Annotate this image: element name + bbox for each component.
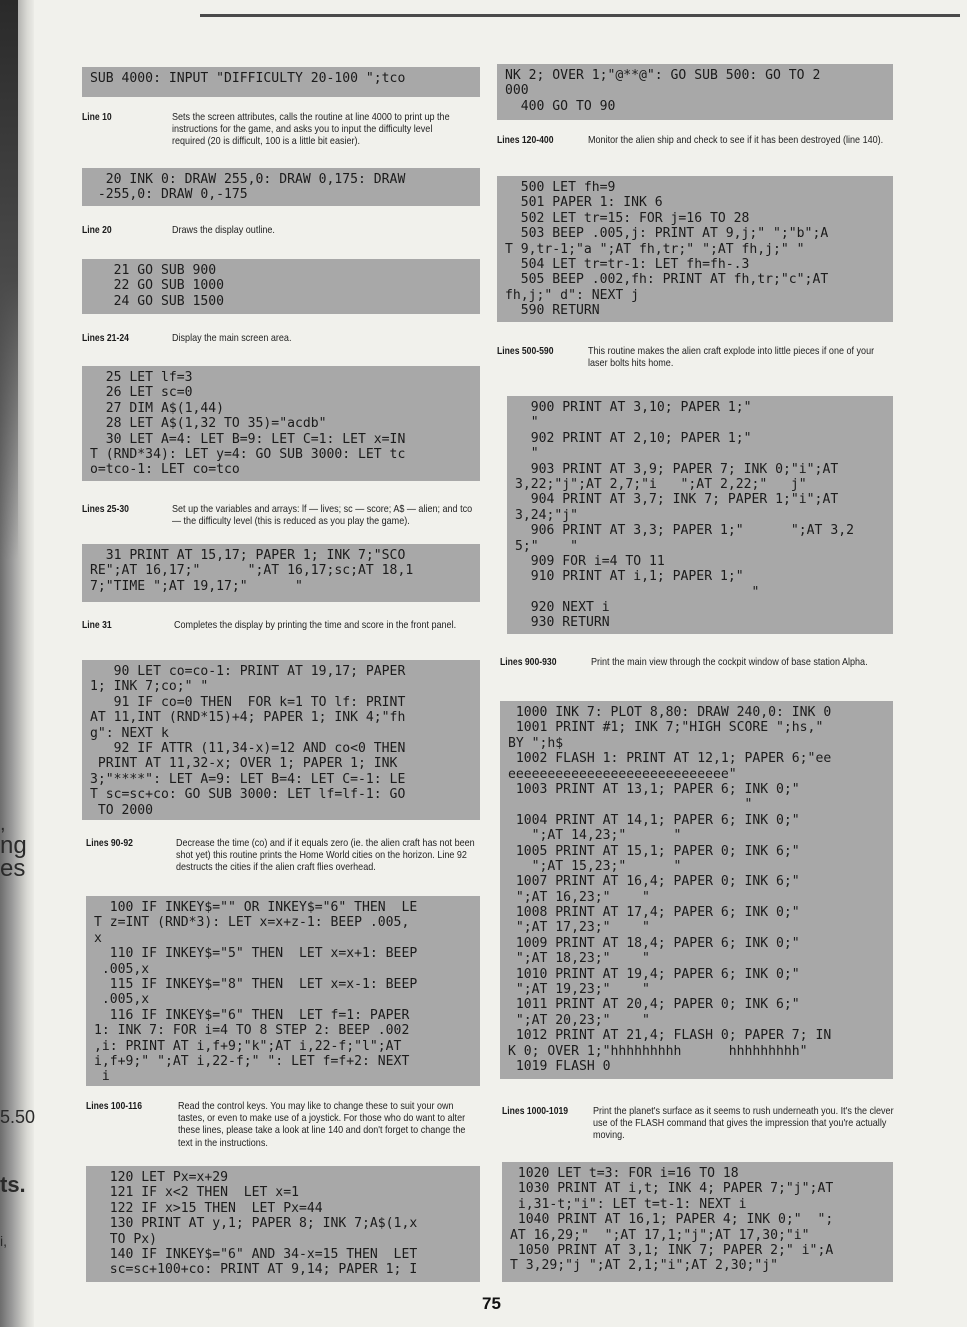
code-listing — [86, 1166, 480, 1282]
code-line: 1050 PRINT AT 3,1; INK 7; PAPER 2;" i";A — [510, 1242, 834, 1258]
code-line: 503 BEEP .005,j: PRINT AT 9,j;" ";"b";A — [505, 226, 829, 242]
code-listing — [82, 168, 480, 206]
code-listing — [500, 701, 893, 1079]
code-line: 1012 PRINT AT 21,4; FLASH 0; PAPER 7; IN — [508, 1028, 832, 1044]
edge-fragment: ts. — [0, 1172, 26, 1197]
code-line: NK 2; OVER 1;"@**@": GO SUB 500: GO TO 2 — [505, 68, 821, 83]
code-line: ";AT 18,23;" " — [508, 951, 650, 967]
code-line: 1002 FLASH 1: PRINT AT 12,1; PAPER 6;"ee — [508, 751, 832, 767]
note-label: Lines 25-30 — [82, 503, 129, 515]
code-line: 900 PRINT AT 3,10; PAPER 1;" — [515, 400, 752, 415]
code-line: 903 PRINT AT 3,9; PAPER 7; INK 0;"i";AT — [515, 461, 839, 477]
note-label: Lines 21-24 — [82, 332, 129, 344]
note-label: Lines 1000-1019 — [502, 1105, 569, 1117]
code-line: i — [94, 1069, 110, 1085]
code-line: i,f+9;" ";AT i,22-f;" ": LET f=f+2: NEXT — [94, 1053, 410, 1069]
edge-fragment: ng — [0, 832, 27, 859]
code-line: AT 11,INT (RND*15)+4; PAPER 1; INK 4;"fh — [90, 710, 406, 726]
note-text: Set up the variables and arrays: lf — lives; sc — score; A$ — alien; and tco — the difficulty level (this is reduced as you play the game). — [172, 503, 473, 528]
code-line: ";AT 14,23;" " — [508, 828, 682, 844]
code-line: 30 LET A=4: LET B=9: LET C=1: LET x=IN — [90, 431, 406, 447]
note-label: Lines 120-400 — [497, 134, 554, 146]
code-listing — [82, 259, 480, 314]
code-line: 505 BEEP .002,fh: PRINT AT fh,tr;"c";AT — [505, 272, 829, 288]
code-line: 100 IF INKEY$="" OR INKEY$="6" THEN LE — [94, 900, 418, 915]
code-line: ";AT 15,23;" " — [508, 858, 682, 874]
code-line: SUB 4000: INPUT "DIFFICULTY 20-100 ";tco — [90, 71, 406, 86]
code-line: " — [515, 584, 760, 600]
code-line: " — [515, 446, 539, 462]
code-listing — [497, 176, 893, 322]
note-text: Completes the display by printing the time and score in the front panel. — [174, 619, 457, 631]
note-label: Lines 500-590 — [497, 345, 554, 357]
code-line: x — [94, 930, 102, 946]
code-line: 920 NEXT i — [515, 600, 610, 616]
code-line: 90 LET co=co-1: PRINT AT 19,17; PAPER — [90, 664, 406, 679]
note-text: Decrease the time (co) and if it equals zero (ie. the alien craft has not been shot yet) this routine prints the Home World cities on the horizon. Line 92 destructs the cities if the alien craft flies overhead. — [176, 837, 475, 874]
code-line: 1030 PRINT AT i,t; INK 4; PAPER 7;"j";AT — [510, 1181, 834, 1197]
code-listing — [82, 660, 480, 820]
code-line: 504 LET tr=tr-1: LET fh=fh-.3 — [505, 256, 750, 272]
code-line: 120 LET Px=x+29 — [94, 1170, 229, 1185]
code-line: 1011 PRINT AT 20,4; PAPER 0; INK 6;" — [508, 997, 800, 1013]
code-line: 1; INK 7;co;" " — [90, 679, 209, 695]
code-line: T 9,tr-1;"a ";AT fh,tr;" ";AT fh,j;" " — [505, 241, 805, 257]
note-label: Lines 90-92 — [86, 837, 133, 849]
note-text: Sets the screen attributes, calls the routine at line 4000 to print up the instructions for the game, and asks you to input the difficulty level required (20 is difficult, 100 is a little bit easier). — [172, 111, 450, 148]
code-line: 27 DIM A$(1,44) — [90, 400, 225, 416]
code-line: .005,x — [94, 992, 150, 1008]
note-text: Monitor the alien ship and check to see if it has been destroyed (line 140). — [588, 134, 884, 146]
code-line: ";AT 19,23;" " — [508, 982, 650, 998]
code-line: 1007 PRINT AT 16,4; PAPER 0; INK 6;" — [508, 874, 800, 890]
code-line: " — [515, 415, 539, 431]
edge-fragment: , — [0, 813, 6, 835]
page-number: 75 — [482, 1294, 501, 1313]
code-line: o=tco-1: LET co=tco — [90, 462, 240, 478]
code-line: g": NEXT k — [90, 725, 169, 741]
code-listing — [497, 64, 893, 120]
code-line: 22 GO SUB 1000 — [90, 278, 225, 294]
code-line: ,i: PRINT AT i,f+9;"k";AT i,22-f;"l";AT — [94, 1038, 402, 1054]
code-line: sc=sc+100+co: PRINT AT 9,14; PAPER 1; I — [94, 1262, 418, 1278]
code-line: ";AT 16,23;" " — [508, 889, 650, 905]
code-line: K 0; OVER 1;"hhhhhhhhh hhhhhhhhh" — [508, 1043, 808, 1059]
top-rule — [200, 14, 960, 17]
code-line: 31 PRINT AT 15,17; PAPER 1; INK 7;"SCO — [90, 548, 406, 563]
code-line: 3;"****": LET A=9: LET B=4: LET C=-1: LE — [90, 771, 406, 787]
note-text: Print the planet's surface as it seems to rush underneath you. It's the clever use of the FLASH command that gives the impression that you're actually moving. — [593, 1105, 894, 1142]
code-line: 7;"TIME ";AT 19,17;" " — [90, 578, 303, 594]
edge-fragment: i, — [0, 1233, 7, 1249]
code-line: 1020 LET t=3: FOR i=16 TO 18 — [510, 1166, 739, 1181]
code-line: 28 LET A$(1,32 TO 35)="acdb" — [90, 416, 327, 432]
code-line: 1000 INK 7: PLOT 8,80: DRAW 240,0: INK 0 — [508, 705, 832, 720]
code-line: T 3,29;"j ";AT 2,1;"i";AT 2,30;"j" — [510, 1258, 779, 1274]
note-text: Display the main screen area. — [172, 332, 292, 344]
code-line: 140 IF INKEY$="6" AND 34-x=15 THEN LET — [94, 1246, 418, 1262]
code-line: 1003 PRINT AT 13,1; PAPER 6; INK 0;" — [508, 781, 800, 797]
code-line: i,31-t;"i": LET t=t-1: NEXT i — [510, 1196, 747, 1212]
code-line: 910 PRINT AT i,1; PAPER 1;" — [515, 569, 744, 585]
code-line: BY ";h$ — [508, 735, 564, 751]
code-listing — [82, 67, 480, 97]
code-line: fh,j;" d": NEXT j — [505, 287, 640, 303]
code-line: 902 PRINT AT 2,10; PAPER 1;" — [515, 430, 752, 446]
code-line: 5;" " — [515, 538, 579, 554]
note-text: Read the control keys. You may like to change these to suit your own tastes, or even to make use of a joystick. For those who do want to alter these lines, please take a look at line 140 and don't forget to change the text in the instructions. — [178, 1100, 466, 1149]
code-line: " — [508, 797, 753, 813]
code-line: PRINT AT 11,32-x; OVER 1; PAPER 1; INK — [90, 756, 398, 772]
code-listing — [507, 396, 893, 634]
code-line: 1001 PRINT #1; INK 7;"HIGH SCORE ";hs," — [508, 720, 824, 736]
code-line: RE";AT 16,17;" ";AT 16,17;sc;AT 18,1 — [90, 563, 414, 579]
code-line: 590 RETURN — [505, 303, 600, 319]
code-line: 25 LET lf=3 — [90, 370, 193, 385]
code-line: TO 2000 — [90, 802, 154, 818]
code-line: eeeeeeeeeeeeeeeeeeeeeeeeeeee" — [508, 766, 737, 782]
code-line: ";AT 20,23;" " — [508, 1012, 650, 1028]
code-line: 21 GO SUB 900 — [90, 263, 217, 278]
note-label: Lines 100-116 — [86, 1100, 143, 1112]
code-line: ";AT 17,23;" " — [508, 920, 650, 936]
code-line: 1005 PRINT AT 15,1; PAPER 0; INK 6;" — [508, 843, 800, 859]
edge-fragment: es — [0, 855, 26, 882]
note-label: Line 10 — [82, 111, 112, 123]
code-line: 501 PAPER 1: INK 6 — [505, 195, 663, 211]
code-line: 930 RETURN — [515, 615, 610, 631]
code-line: AT 16,29;" ";AT 17,1;"j";AT 17,30;"i" — [510, 1227, 810, 1243]
code-line: 1004 PRINT AT 14,1; PAPER 6; INK 0;" — [508, 812, 800, 828]
code-line: 909 FOR i=4 TO 11 — [515, 553, 665, 569]
code-line: 1019 FLASH 0 — [508, 1058, 611, 1074]
code-listing — [82, 366, 480, 481]
code-line: 92 IF ATTR (11,34-x)=12 AND co<0 THEN — [90, 740, 406, 756]
note-label: Lines 900-930 — [500, 656, 557, 668]
code-line: 906 PRINT AT 3,3; PAPER 1;" ";AT 3,2 — [515, 523, 854, 539]
note-text: This routine makes the alien craft explode into little pieces if one of your laser bolts hits home. — [588, 345, 875, 370]
code-line: 1009 PRINT AT 18,4; PAPER 6; INK 0;" — [508, 935, 800, 951]
code-line: 130 PRINT AT y,1; PAPER 8; INK 7;A$(1,x — [94, 1216, 418, 1232]
code-line: 1: INK 7: FOR i=4 TO 8 STEP 2: BEEP .002 — [94, 1023, 410, 1039]
code-line: 3,22;"j";AT 2,7;"i ";AT 2,22;" j" — [515, 476, 807, 492]
code-line: T (RND*34): LET y=4: GO SUB 3000: LET tc — [90, 446, 406, 462]
code-line: 116 IF INKEY$="6" THEN LET f=1: PAPER — [94, 1007, 410, 1023]
note-text: Draws the display outline. — [172, 224, 275, 236]
note-label: Line 20 — [82, 224, 112, 236]
code-line: 91 IF co=0 THEN FOR k=1 TO lf: PRINT — [90, 694, 406, 710]
code-line: 1008 PRINT AT 17,4; PAPER 6; INK 0;" — [508, 905, 800, 921]
code-line: 26 LET sc=0 — [90, 385, 193, 401]
code-listing — [86, 896, 480, 1086]
note-label: Line 31 — [82, 619, 112, 631]
code-line: 24 GO SUB 1500 — [90, 293, 225, 309]
code-line: 502 LET tr=15: FOR j=16 TO 28 — [505, 210, 750, 226]
code-line: 3,24;"j" — [515, 507, 579, 523]
code-line: 121 IF x<2 THEN LET x=1 — [94, 1185, 299, 1201]
code-line: -255,0: DRAW 0,-175 — [90, 187, 248, 203]
code-listing — [502, 1162, 893, 1282]
note-text: Print the main view through the cockpit window of base station Alpha. — [591, 656, 868, 668]
code-line: 904 PRINT AT 3,7; INK 7; PAPER 1;"i";AT — [515, 492, 839, 508]
code-line: 000 — [505, 83, 529, 99]
code-line: 1010 PRINT AT 19,4; PAPER 6; INK 0;" — [508, 966, 800, 982]
code-line: T z=INT (RND*3): LET x=x+z-1: BEEP .005, — [94, 915, 410, 931]
code-line: 122 IF x>15 THEN LET Px=44 — [94, 1200, 323, 1216]
code-line: TO Px) — [94, 1231, 158, 1247]
edge-fragment: 5.50 — [0, 1107, 36, 1127]
code-line: 400 GO TO 90 — [505, 98, 616, 114]
code-line: 20 INK 0: DRAW 255,0: DRAW 0,175: DRAW — [90, 172, 406, 187]
code-line: 1040 PRINT AT 16,1; PAPER 4; INK 0;" "; — [510, 1212, 834, 1228]
code-line: .005,x — [94, 961, 150, 977]
neighbour-page-edge — [0, 0, 18, 560]
code-line: T sc=sc+co: GO SUB 3000: LET lf=lf-1: GO — [90, 787, 406, 803]
code-line: 110 IF INKEY$="5" THEN LET x=x+1: BEEP — [94, 946, 418, 962]
code-line: 500 LET fh=9 — [505, 180, 616, 195]
code-listing — [82, 544, 480, 602]
code-line: 115 IF INKEY$="8" THEN LET x=x-1: BEEP — [94, 976, 418, 992]
